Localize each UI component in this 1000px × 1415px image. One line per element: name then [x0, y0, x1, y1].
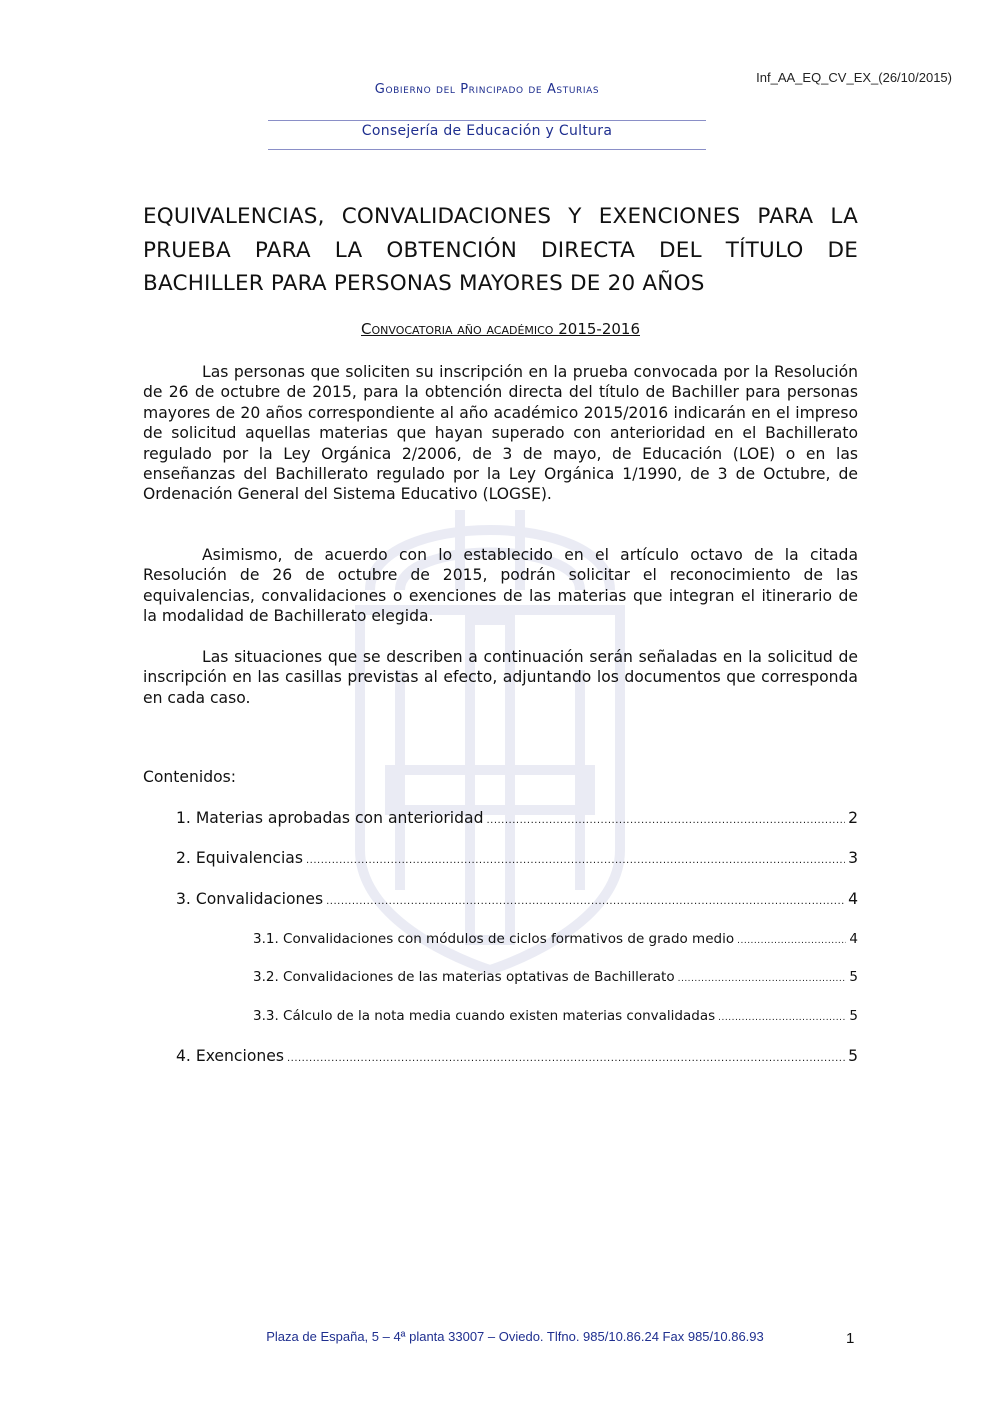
toc-entry-label: 4. Exenciones [176, 1047, 284, 1065]
toc-entry-page: 4 [848, 890, 858, 908]
toc-entry-nota-media[interactable] [253, 1008, 858, 1024]
page-number: 1 [846, 1330, 855, 1347]
toc-leader-dots [737, 936, 846, 946]
toc-entry-convalidaciones-optativas[interactable] [253, 969, 858, 985]
toc-entry-page: 3 [848, 849, 858, 867]
toc-entry-label: 3.2. Convalidaciones de las materias optativas de Bachillerato [253, 969, 675, 985]
toc-entry-convalidaciones[interactable] [176, 890, 858, 908]
toc-entry-label: 2. Equivalencias [176, 849, 303, 867]
toc-leader-dots [326, 896, 845, 907]
header-rule-bottom [268, 149, 706, 150]
toc-entry-page: 2 [848, 809, 858, 827]
toc-entry-equivalencias[interactable] [176, 849, 858, 867]
contents-heading: Contenidos: [143, 768, 237, 786]
toc-entry-page: 5 [849, 1008, 858, 1024]
toc-entry-convalidaciones-modulos[interactable] [253, 931, 858, 947]
toc-entry-page: 4 [849, 931, 858, 947]
convocatoria-subtitle: Convocatoria año académico 2015-2016 [361, 320, 640, 338]
toc-entry-label: 3.3. Cálculo de la nota media cuando existen materias convalidadas [253, 1008, 716, 1024]
paragraph-situaciones: Las situaciones que se describen a continuación serán señaladas en la solicitud de inscripción en las casillas previstas al efecto, adjuntando los documentos que corresponda en cada caso. [143, 648, 858, 707]
toc-entry-label: 3.1. Convalidaciones con módulos de ciclos formativos de grado medio [253, 931, 735, 947]
header-government: Gobierno del Principado de Asturias [374, 82, 600, 97]
toc-leader-dots [718, 1013, 846, 1023]
header-consejeria: Consejería de Educación y Cultura [361, 123, 613, 139]
document-title: EQUIVALENCIAS, CONVALIDACIONES Y EXENCIONES PARA LA PRUEBA PARA LA OBTENCIÓN DIRECTA DEL TÍTULO DE BACHILLER PARA PERSONAS MAYORES DE 20 AÑOS [143, 204, 858, 296]
toc-leader-dots [306, 855, 845, 866]
paragraph-inscripcion: Las personas que soliciten su inscripción en la prueba convocada por la Resolución de 26 de octubre de 2015, para la obtención directa del título de Bachiller para personas mayores de 20 años correspondiente al año académico 2015/2016 indicarán en el impreso de solicitud aquellas materias que hayan superado con anterioridad en el Bachillerato regulado por la Ley Orgánica 2/2006, de 3 de mayo, de Educación (LOE) o en las enseñanzas del Bachillerato regulado por la Ley Orgánica 1/1990, de 3 de Octubre, de Ordenación General del Sistema Educativo (LOGSE). [143, 363, 858, 504]
header-rule-top [268, 120, 706, 121]
toc-entry-label: 1. Materias aprobadas con anterioridad [176, 809, 484, 827]
document-reference: Inf_AA_EQ_CV_EX_(26/10/2015) [756, 70, 952, 85]
toc-entry-page: 5 [849, 969, 858, 985]
toc-entry-materias-aprobadas[interactable] [176, 809, 858, 827]
toc-leader-dots [486, 815, 845, 826]
toc-entry-exenciones[interactable] [176, 1047, 858, 1065]
toc-leader-dots [287, 1053, 845, 1064]
paragraph-reconocimiento: Asimismo, de acuerdo con lo establecido en el artículo octavo de la citada Resolución de 26 de octubre de 2015, podrán solicitar el reconocimiento de las equivalencias, convalidaciones o exenciones de las materias que integran el itinerario de la modalidad de Bachillerato elegida. [143, 546, 858, 626]
toc-leader-dots [678, 974, 847, 984]
toc-entry-label: 3. Convalidaciones [176, 890, 324, 908]
toc-entry-page: 5 [848, 1047, 858, 1065]
footer-address: Plaza de España, 5 – 4ª planta 33007 – Oviedo. Tlfno. 985/10.86.24 Fax 985/10.86.93 [266, 1329, 764, 1344]
